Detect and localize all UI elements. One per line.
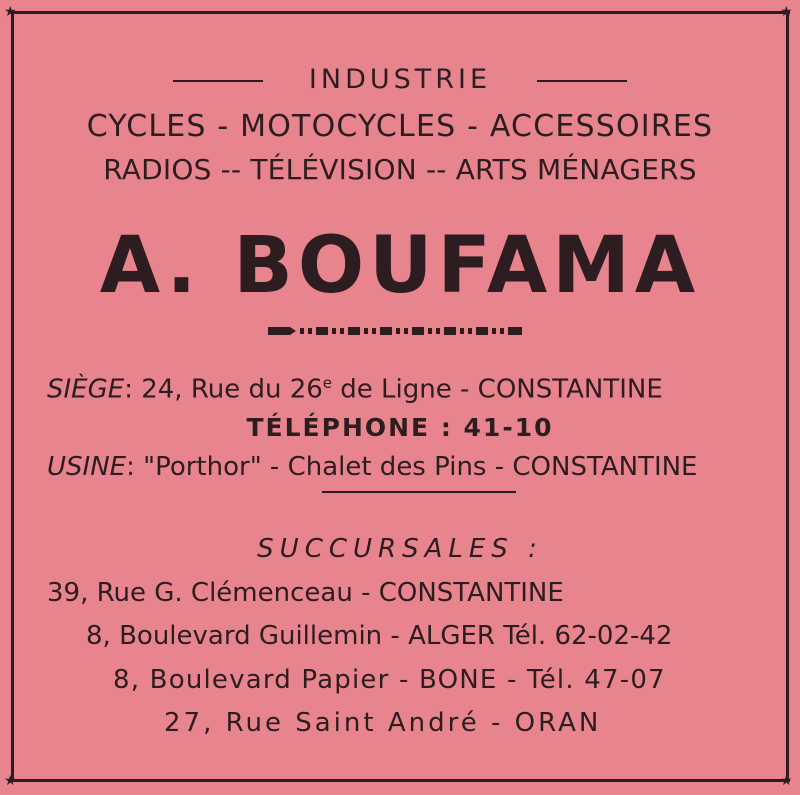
branch-item-2: 8, Boulevard Guillemin - ALGER Tél. 62-02-42: [86, 621, 673, 651]
usine-address: : "Porthor" - Chalet des Pins - CONSTANTINE: [126, 452, 698, 482]
products-line-1: CYCLES - MOTOCYCLES - ACCESSOIRES: [86, 109, 714, 144]
products-line-2: RADIOS -- TÉLÉVISION -- ARTS MÉNAGERS: [103, 153, 697, 186]
star-icon: ★: [4, 4, 17, 20]
siege-address-rest: de Ligne - CONSTANTINE: [332, 374, 663, 405]
header-rule-right: [537, 80, 627, 82]
star-icon: ★: [780, 773, 793, 789]
decorative-dash-ornament: [0, 323, 800, 339]
siege-superscript: e: [322, 374, 333, 392]
siege-address: : 24, Rue du 26: [124, 374, 323, 405]
branch-item-1: 39, Rue G. Clémenceau - CONSTANTINE: [47, 578, 564, 608]
usine-label: USINE: [47, 452, 127, 482]
star-icon: ★: [4, 773, 17, 789]
branch-item-3: 8, Boulevard Papier - BONE - Tél. 47-07: [113, 665, 666, 695]
border-bottom: [10, 779, 790, 782]
siege-label: SIÈGE: [47, 374, 125, 405]
industry-heading: INDUSTRIE: [308, 64, 492, 95]
brand-name: A. BOUFAMA: [99, 221, 701, 311]
branches-title: SUCCURSALES :: [257, 534, 543, 564]
siege-line: [47, 374, 663, 405]
branch-item-4: 27, Rue Saint André - ORAN: [164, 708, 602, 738]
telephone-line: TÉLÉPHONE : 41-10: [246, 413, 554, 442]
usine-line: [47, 452, 697, 482]
usine-underline: [322, 491, 516, 493]
star-icon: ★: [780, 4, 793, 20]
border-top: [10, 11, 790, 14]
